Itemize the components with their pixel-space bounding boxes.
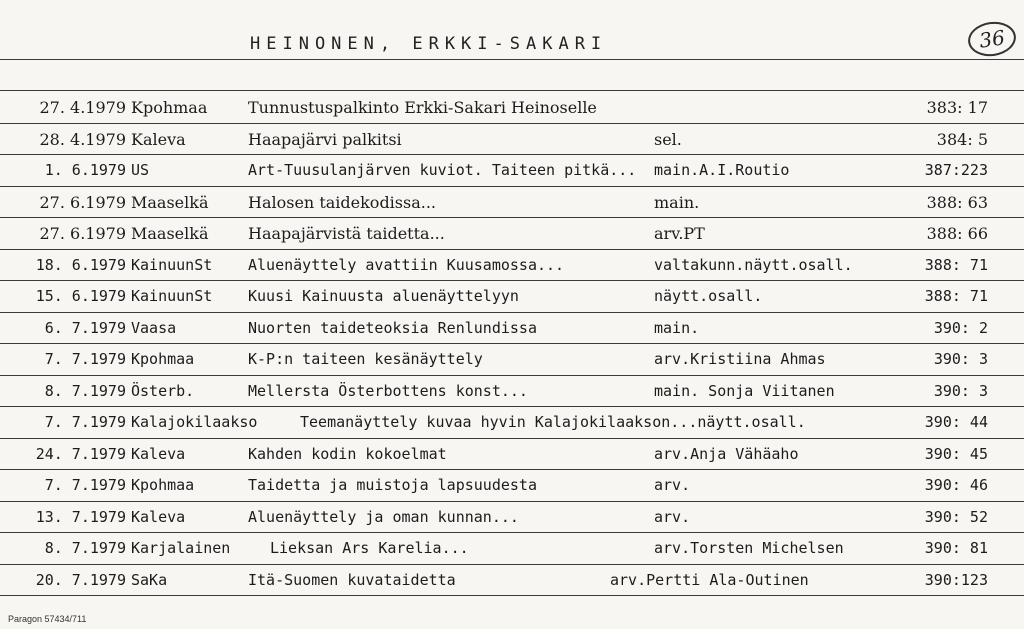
- card-number-badge: 36: [966, 19, 1018, 59]
- row-rule: [0, 595, 1024, 596]
- entry-ref: 383: 17: [926, 98, 988, 117]
- entry-note: arv.Torsten Michelsen: [654, 539, 844, 557]
- entry-ref: 390: 2: [933, 318, 988, 337]
- entry-ref: 390: 81: [924, 539, 988, 557]
- entry-note: arv.: [654, 507, 691, 526]
- entry-source: Kpohmaa: [131, 476, 195, 494]
- entry-ref: 390: 3: [933, 350, 988, 368]
- entry-title: Haapajärvistä taidetta...: [248, 224, 445, 243]
- printer-mark: Paragon 57434/711: [8, 614, 87, 624]
- table-row: [0, 470, 1024, 501]
- entry-ref: 390: 3: [933, 381, 988, 400]
- card-title: HEINONEN, ERKKI-SAKARI: [250, 34, 608, 54]
- entry-title: Tunnustuspalkinto Erkki-Sakari Heinoselle: [248, 98, 597, 117]
- entry-title: Teemanäyttely kuvaa hyvin Kalajokilaakson...näytt.osall.: [300, 413, 806, 431]
- entry-source: Kalajokilaakso: [131, 413, 258, 431]
- entry-note: arv.: [654, 476, 691, 494]
- table-row: [0, 533, 1024, 564]
- table-top-rule: [0, 90, 1024, 91]
- entry-title: Aluenäyttely avattiin Kuusamossa...: [248, 255, 565, 274]
- entry-title: Aluenäyttely ja oman kunnan...: [248, 507, 519, 526]
- entry-date: 7. 7.1979: [44, 350, 126, 368]
- entry-note: main. Sonja Viitanen: [654, 381, 835, 400]
- entry-title: Itä-Suomen kuvataidetta: [248, 570, 456, 589]
- table-row: [0, 155, 1024, 186]
- entry-title: Nuorten taideteoksia Renlundissa: [248, 318, 537, 337]
- entry-ref: 390: 44: [924, 413, 988, 431]
- table-row: [0, 344, 1024, 375]
- entry-title: K-P:n taiteen kesänäyttely: [248, 350, 483, 368]
- entry-note: main.A.I.Routio: [654, 161, 790, 179]
- entry-date: 15. 6.1979: [35, 287, 126, 305]
- entry-ref: 388: 66: [926, 224, 988, 243]
- entry-source: Maaselkä: [131, 192, 209, 212]
- entry-date: 8. 7.1979: [44, 539, 126, 557]
- table-row: [0, 439, 1024, 470]
- entry-source: US: [131, 161, 150, 179]
- table-row: [0, 502, 1024, 533]
- entry-source: SaKa: [131, 570, 168, 589]
- table-row: [0, 565, 1024, 596]
- entry-source: KainuunSt: [131, 287, 213, 305]
- entry-title: Kuusi Kainuusta aluenäyttelyyn: [248, 287, 519, 305]
- entry-title: Kahden kodin kokoelmat: [248, 444, 447, 463]
- entry-ref: 388: 63: [926, 192, 988, 212]
- entry-note: arv.Kristiina Ahmas: [654, 350, 826, 368]
- entry-source: Vaasa: [131, 318, 177, 337]
- entry-source: Kpohmaa: [131, 350, 195, 368]
- entry-note: näytt.osall.: [654, 287, 763, 305]
- entry-date: 7. 7.1979: [44, 413, 126, 431]
- entry-date: 7. 7.1979: [44, 476, 126, 494]
- entry-date: 6. 7.1979: [44, 318, 126, 337]
- entry-ref: 390: 52: [924, 507, 988, 526]
- entry-source: Karjalainen: [131, 539, 231, 557]
- entry-title: Halosen taidekodissa...: [248, 192, 437, 212]
- entry-source: Österb.: [131, 381, 195, 400]
- entry-note: sel.: [654, 129, 682, 149]
- entry-date: 8. 7.1979: [44, 381, 126, 400]
- table-row: [0, 250, 1024, 281]
- entry-title: Haapajärvi palkitsi: [248, 129, 402, 149]
- entry-source: Kaleva: [131, 129, 186, 149]
- table-row: [0, 281, 1024, 312]
- entry-ref: 390: 46: [924, 476, 988, 494]
- entry-title: Lieksan Ars Karelia...: [270, 539, 469, 557]
- entry-date: 20. 7.1979: [35, 570, 126, 589]
- entry-ref: 390: 45: [924, 444, 988, 463]
- entry-note: arv.Pertti Ala-Outinen: [610, 570, 809, 589]
- entry-date: 1. 6.1979: [44, 161, 126, 179]
- entry-source: Maaselkä: [131, 224, 209, 243]
- header-rule: [0, 59, 1024, 60]
- table-row: [0, 376, 1024, 407]
- entry-date: 28. 4.1979: [39, 129, 126, 149]
- entry-note: valtakunn.näytt.osall.: [654, 255, 853, 274]
- entry-date: 18. 6.1979: [35, 255, 126, 274]
- entry-ref: 388: 71: [924, 287, 988, 305]
- table-row: [0, 218, 1024, 249]
- table-row: [0, 313, 1024, 344]
- entry-title: Art-Tuusulanjärven kuviot. Taiteen pitkä...: [248, 161, 637, 179]
- entry-title: Mellersta Österbottens konst...: [248, 381, 528, 400]
- table-row: [0, 187, 1024, 218]
- entry-date: 27. 6.1979: [39, 224, 126, 243]
- entry-title: Taidetta ja muistoja lapsuudesta: [248, 476, 537, 494]
- entry-date: 24. 7.1979: [35, 444, 126, 463]
- entry-ref: 387:223: [924, 161, 988, 179]
- entry-ref: 390:123: [924, 570, 988, 589]
- entry-ref: 384: 5: [936, 129, 988, 149]
- entry-source: Kaleva: [131, 507, 186, 526]
- entry-source: Kaleva: [131, 444, 186, 463]
- entry-note: main.: [654, 318, 700, 337]
- entry-date: 27. 6.1979: [39, 192, 126, 212]
- entry-source: Kpohmaa: [131, 98, 208, 117]
- table-row: [0, 407, 1024, 438]
- entry-note: arv.Anja Vähäaho: [654, 444, 799, 463]
- entry-note: main.: [654, 192, 700, 212]
- table-row: [0, 92, 1024, 123]
- entry-date: 13. 7.1979: [35, 507, 126, 526]
- entry-note: arv.PT: [654, 224, 705, 243]
- table-row: [0, 124, 1024, 155]
- entry-ref: 388: 71: [924, 255, 988, 274]
- entry-source: KainuunSt: [131, 255, 213, 274]
- entry-date: 27. 4.1979: [39, 98, 126, 117]
